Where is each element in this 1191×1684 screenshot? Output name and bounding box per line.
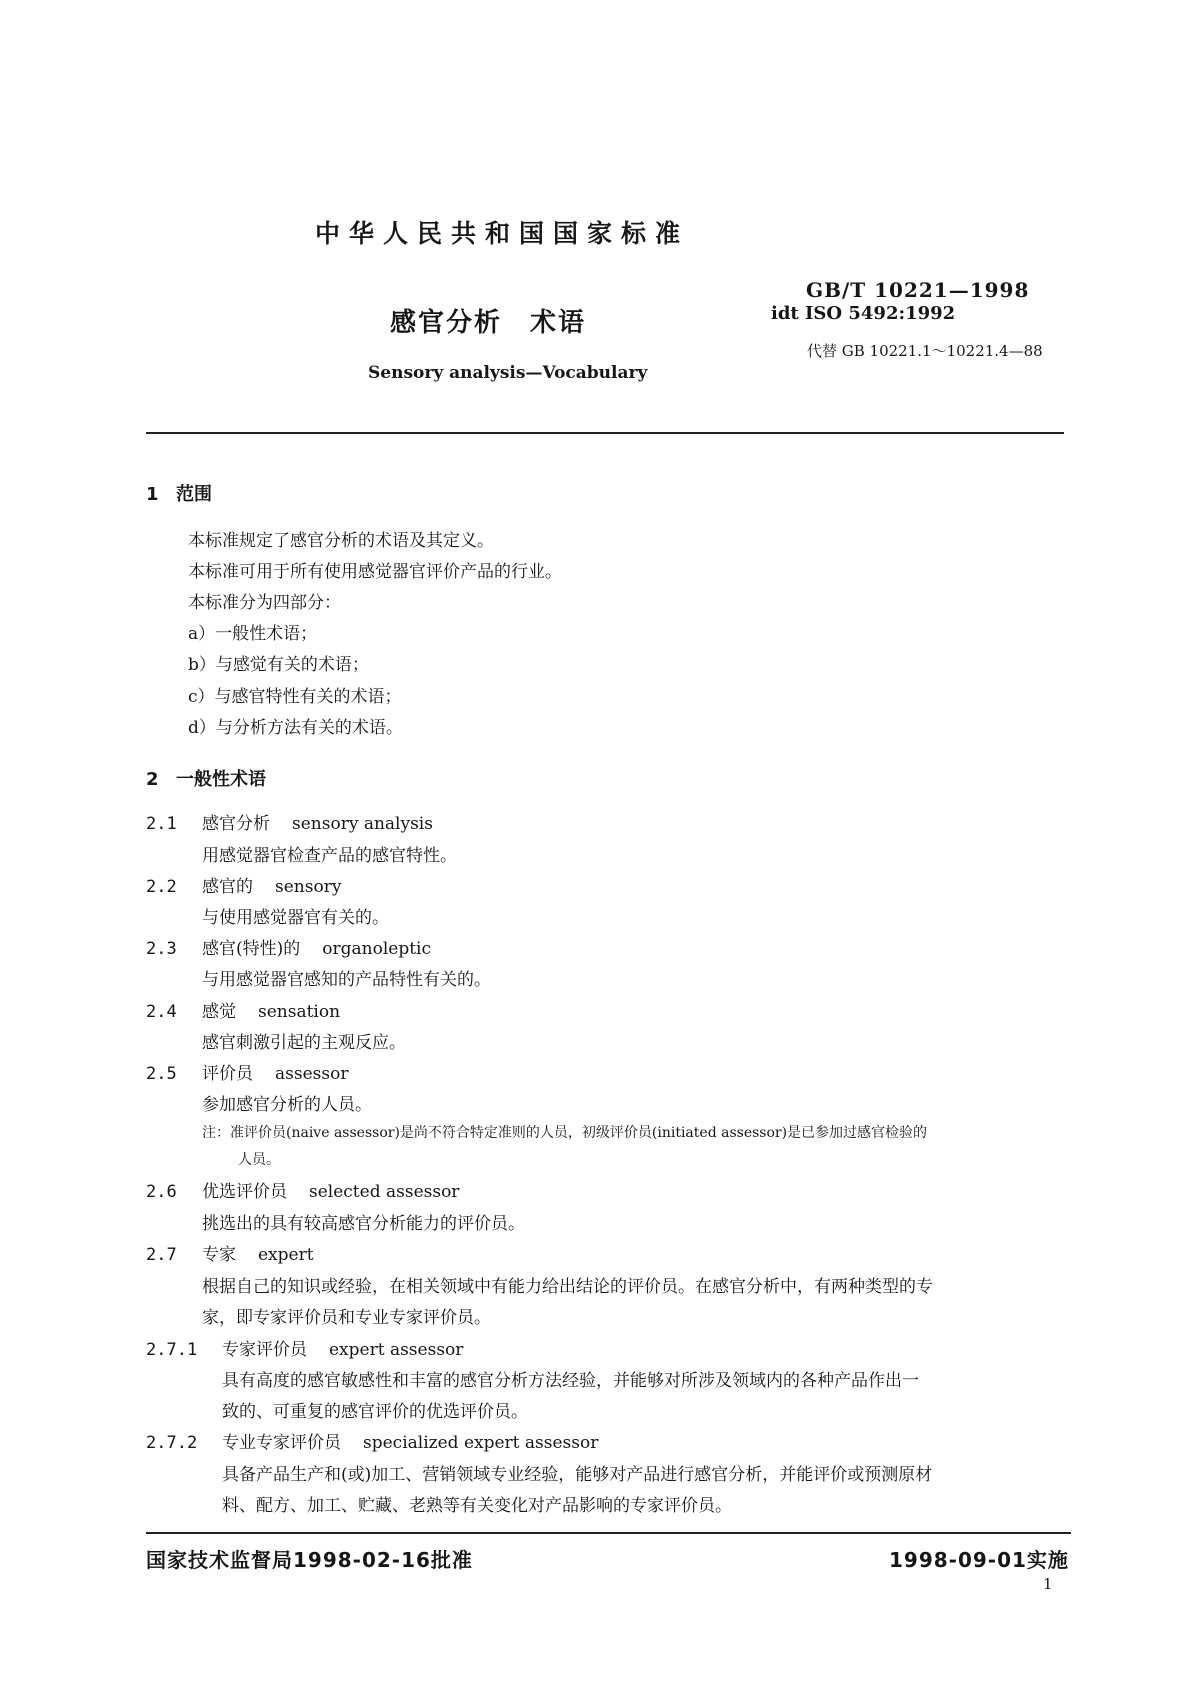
term-number: 2.6 [146,1182,177,1202]
term-number: 2.2 [146,877,177,897]
term-english: sensory [275,877,342,897]
term-definition: 参加感官分析的人员。 [202,1095,372,1115]
english-title: Sensory analysis—Vocabulary [368,363,648,383]
term-note: 注：准评价员(naive assessor)是尚不符合特定准则的人员，初级评价员(initiated assessor)是已参加过感官检验的 [202,1125,928,1141]
term-chinese: 感官(特性)的 [202,939,301,959]
scope-line: 本标准分为四部分： [188,593,341,613]
section-title: 一般性术语 [176,769,266,790]
term-chinese: 评价员 [202,1064,253,1084]
term-english: selected assessor [309,1182,460,1202]
term-definition-continuation: 料、配方、加工、贮藏、老熟等有关变化对产品影响的专家评价员。 [222,1496,732,1516]
standard-code: GB/T 10221—1998 [806,278,1030,302]
term-english: sensation [258,1002,341,1022]
national-standard-heading: 中华人民共和国国家标准 [315,219,690,248]
header-divider [146,432,1064,434]
term-definition-continuation: 家，即专家评价员和专业专家评价员。 [202,1308,491,1328]
section-2-heading [146,765,266,791]
replaces-reference: 代替 GB 10221.1～10221.4—88 [807,342,1043,360]
term-chinese: 优选评价员 [202,1182,287,1202]
section-title: 范围 [176,484,212,505]
term-entry [146,1059,348,1084]
term-entry [146,1335,463,1360]
effective-date: 1998-09-01实施 [889,1548,1069,1572]
term-entry [146,872,341,897]
term-chinese: 感觉 [202,1002,236,1022]
term-entry [146,1240,314,1265]
term-entry [146,809,433,834]
term-english: organoleptic [322,939,431,959]
approval-date: 国家技术监督局1998-02-16批准 [146,1548,473,1572]
term-english: expert assessor [329,1340,464,1360]
term-english: expert [258,1245,314,1265]
scope-line: 本标准可用于所有使用感觉器官评价产品的行业。 [188,562,562,582]
term-entry [146,1428,598,1453]
scope-list-item: a）一般性术语； [188,624,318,644]
section-number: 1 [146,484,159,505]
page-title: 感官分析 术语 [390,308,587,338]
term-english: sensory analysis [292,814,433,834]
term-definition: 与使用感觉器官有关的。 [202,908,389,928]
term-definition: 挑选出的具有较高感官分析能力的评价员。 [202,1214,525,1234]
term-definition: 与用感觉器官感知的产品特性有关的。 [202,970,491,990]
term-definition: 具有高度的感官敏感性和丰富的感官分析方法经验，并能够对所涉及领域内的各种产品作出一 [222,1371,919,1391]
scope-list-item: d）与分析方法有关的术语。 [188,718,403,738]
term-entry [146,934,431,959]
term-chinese: 专家评价员 [222,1340,307,1360]
footer-divider [146,1532,1071,1534]
scope-line: 本标准规定了感官分析的术语及其定义。 [188,531,494,551]
term-number: 2.1 [146,814,177,834]
term-definition: 感官刺激引起的主观反应。 [202,1033,406,1053]
term-chinese: 感官的 [202,877,253,897]
term-number: 2.7.1 [146,1340,198,1360]
term-definition: 具备产品生产和(或)加工、营销领域专业经验，能够对产品进行感官分析，并能评价或预测原材 [222,1465,933,1485]
term-number: 2.4 [146,1002,177,1022]
term-entry [146,997,340,1022]
scope-list-item: c）与感官特性有关的术语； [188,687,402,707]
section-1-heading [146,480,212,506]
term-chinese: 感官分析 [202,814,270,834]
term-note-continuation: 人员。 [238,1152,280,1168]
term-definition-continuation: 致的、可重复的感官评价的优选评价员。 [222,1402,528,1422]
term-english: specialized expert assessor [363,1433,599,1453]
term-english: assessor [275,1064,349,1084]
term-entry [146,1177,459,1202]
term-definition: 根据自己的知识或经验，在相关领域中有能力给出结论的评价员。在感官分析中，有两种类型的专 [202,1277,933,1297]
term-number: 2.7 [146,1245,177,1265]
term-number: 2.7.2 [146,1433,198,1453]
idt-reference: idt ISO 5492:1992 [771,303,956,324]
term-chinese: 专家 [202,1245,236,1265]
page-number: 1 [1043,1575,1053,1593]
term-chinese: 专业专家评价员 [222,1433,341,1453]
section-number: 2 [146,769,159,790]
term-definition: 用感觉器官检查产品的感官特性。 [202,846,457,866]
scope-list-item: b）与感觉有关的术语； [188,655,369,675]
term-number: 2.3 [146,939,177,959]
term-number: 2.5 [146,1064,177,1084]
